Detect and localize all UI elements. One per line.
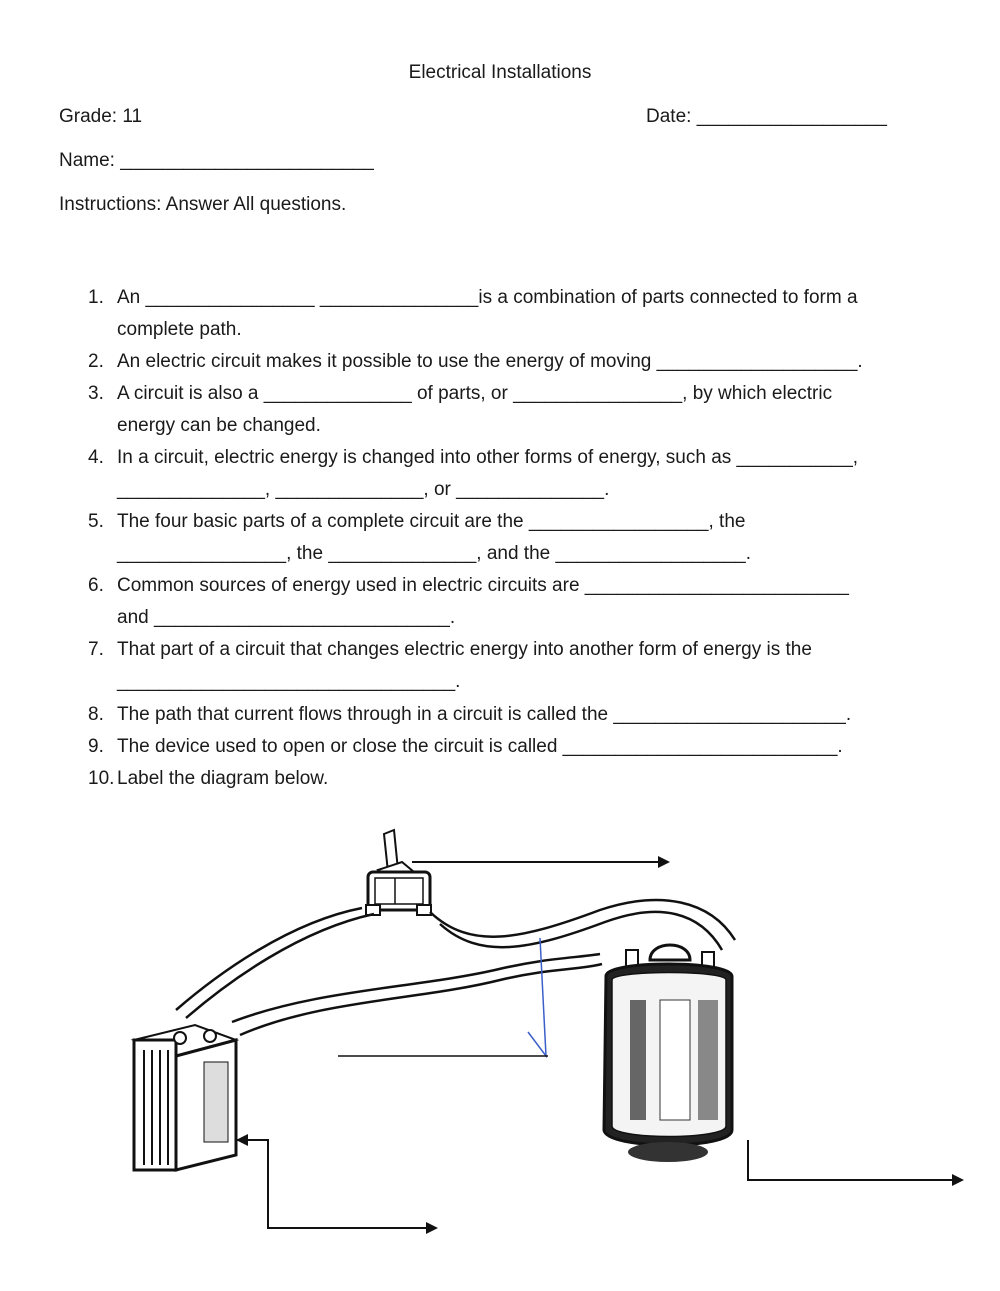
pointer-line [528,938,546,1056]
battery-drawing [134,1025,236,1170]
question-item [88,763,948,795]
switch-drawing [366,830,431,915]
question-item [88,634,948,698]
grade-label: Grade: 11 [59,106,143,127]
question-text[interactable]: That part of a circuit that changes electric energy into another form of energy is the [117,639,812,660]
instructions-text: Instructions: Answer All questions. [59,194,347,215]
question-item [88,506,948,570]
question-item [88,570,948,634]
question-item [88,699,948,731]
question-item [88,378,948,442]
question-number: 6. [88,575,104,596]
date-field[interactable]: Date: __________________ [646,106,887,127]
question-number: 4. [88,447,104,468]
question-text-continued[interactable]: energy can be changed. [117,415,321,436]
question-item [88,442,948,506]
question-text-continued[interactable]: complete path. [117,319,242,340]
question-text-continued[interactable]: ______________, ______________, or ______________. [117,479,610,500]
question-text-continued[interactable]: ________________, the ______________, and the __________________. [117,543,751,564]
question-number: 8. [88,704,104,725]
question-text-continued[interactable]: and ____________________________. [117,607,456,628]
question-text[interactable]: The four basic parts of a complete circuit are the _________________, the [117,511,746,532]
label-arrow-switch[interactable] [412,856,670,868]
question-number: 2. [88,351,104,372]
question-number: 3. [88,383,104,404]
question-text[interactable]: In a circuit, electric energy is changed into other forms of energy, such as ___________, [117,447,859,468]
question-number: 5. [88,511,104,532]
question-text[interactable]: Label the diagram below. [117,768,329,789]
label-arrow-load[interactable] [748,1140,964,1186]
question-number: 7. [88,639,104,660]
question-text[interactable]: The device used to open or close the circuit is called __________________________. [117,736,843,757]
question-text-continued[interactable]: ________________________________. [117,671,461,692]
name-field[interactable]: Name: ________________________ [59,150,374,171]
circuit-diagram [0,800,1000,1280]
question-number: 1. [88,287,104,308]
question-item [88,282,948,346]
question-number: 10. [88,768,115,789]
load-device-drawing [604,945,732,1162]
question-item [88,346,948,378]
question-text[interactable]: The path that current flows through in a circuit is called the ______________________. [117,704,852,725]
question-item [88,731,948,763]
question-text[interactable]: An electric circuit makes it possible to use the energy of moving ___________________. [117,351,863,372]
question-text[interactable]: Common sources of energy used in electric circuits are _________________________ [117,575,849,596]
page-title: Electrical Installations [408,62,592,83]
question-text[interactable]: A circuit is also a ______________ of parts, or ________________, by which electric [117,383,833,404]
question-number: 9. [88,736,104,757]
question-text[interactable]: An ________________ _______________is a combination of parts connected to form a [117,287,858,308]
label-arrow-battery[interactable] [236,1134,438,1234]
